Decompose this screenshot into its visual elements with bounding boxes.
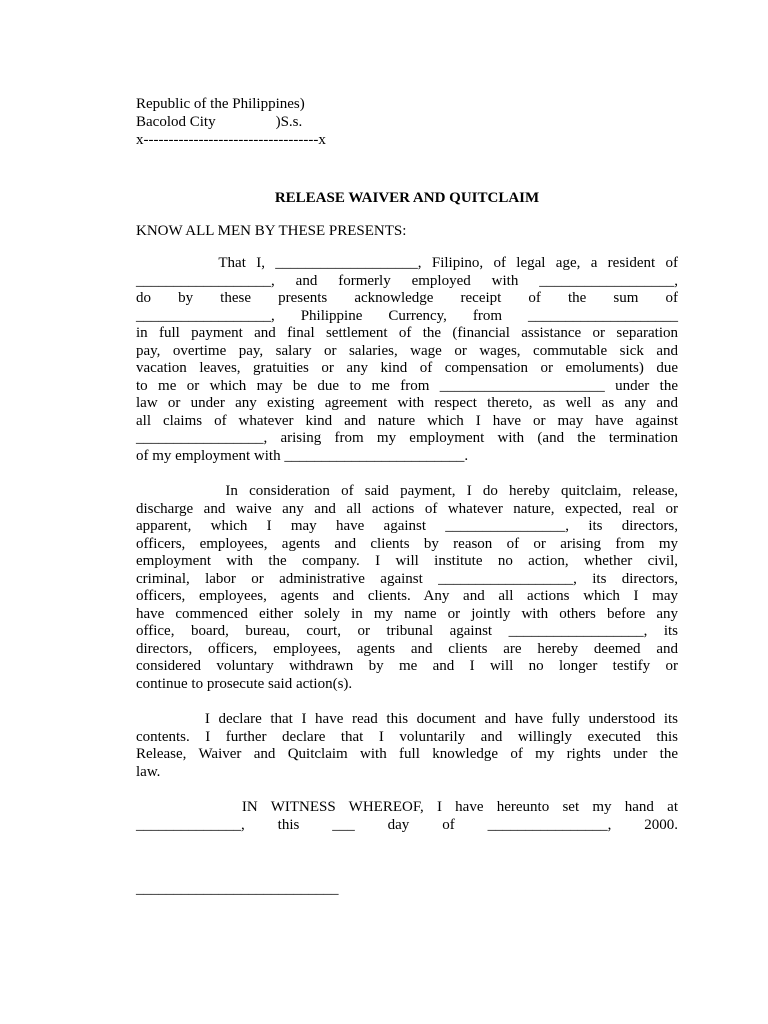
signature-line: ___________________________ (136, 881, 339, 897)
document-body (136, 95, 678, 834)
paragraph-line: vacation leaves, gratuities or any kind of compensation or emoluments) due (136, 360, 678, 376)
paragraph-line: discharge and waive any and all actions of whatever nature, expected, real or (136, 500, 678, 517)
paragraph-line: _________________, arising from my employment with (and the termination (136, 430, 678, 446)
document-title: RELEASE WAIVER AND QUITCLAIM (274, 190, 540, 206)
paragraph-line: to me or which may be due to me from ______________________ under the (136, 377, 678, 394)
paragraph-line: __________________, Philippine Currency, from ____________________ (136, 307, 678, 324)
paragraph-line: That I, ___________________, Filipino, of legal age, a resident of (136, 255, 678, 271)
caption-republic: Republic of the Philippines) (136, 96, 305, 112)
paragraph-line: employment with the company. I will institute no action, whether civil, (136, 553, 678, 569)
paragraph-line: criminal, labor or administrative against __________________, its directors, (136, 570, 678, 587)
paragraph-line: __________________, and formerly employed with __________________, (136, 272, 678, 289)
caption-divider: x-----------------------------------x (136, 132, 326, 148)
paragraph-quitclaim (136, 483, 678, 693)
paragraph-line: do by these presents acknowledge receipt of the sum of (136, 290, 678, 306)
paragraph-line: officers, employees, agents and clients. Any and all actions which I may (136, 588, 678, 604)
paragraph-line: of my employment with ________________________. (136, 447, 469, 464)
paragraph-line: officers, employees, agents and clients by reason of or arising from my (136, 535, 678, 552)
paragraph-line: pay, overtime pay, salary or salaries, wage or wages, commutable sick and (136, 342, 678, 359)
paragraph-line: directors, officers, employees, agents and clients are hereby deemed and (136, 640, 678, 657)
paragraph-line: I declare that I have read this document and have fully understood its (136, 711, 678, 727)
paragraph-receipt (136, 255, 678, 465)
paragraph-line: office, board, bureau, court, or tribunal against __________________, its (136, 623, 678, 639)
paragraph-line: considered voluntary withdrawn by me and I will no longer testify or (136, 658, 678, 674)
paragraph-witness (136, 799, 678, 834)
paragraph-line: law. (136, 763, 161, 780)
caption-city: Bacolod City )S.s. (136, 114, 303, 130)
paragraph-line: In consideration of said payment, I do hereby quitclaim, release, (136, 483, 678, 499)
paragraph-line: Release, Waiver and Quitclaim with full knowledge of my rights under the (136, 746, 678, 762)
paragraph-line: contents. I further declare that I voluntarily and willingly executed this (136, 728, 678, 745)
salutation: KNOW ALL MEN BY THESE PRESENTS: (136, 223, 407, 239)
paragraph-line: all claims of whatever kind and nature which I have or may have against (136, 412, 678, 429)
paragraph-line: law or under any existing agreement with respect thereto, as well as any and (136, 395, 678, 411)
paragraph-line: IN WITNESS WHEREOF, I have hereunto set my hand at (136, 799, 678, 815)
paragraph-line: have commenced either solely in my name or jointly with others before any (136, 605, 678, 622)
caption-block (136, 95, 678, 149)
paragraph-line: apparent, which I may have against ________________, its directors, (136, 518, 678, 534)
paragraph-line: in full payment and final settlement of the (financial assistance or separation (136, 325, 678, 341)
paragraph-line: ______________, this ___ day of ________________, 2000. (136, 816, 678, 833)
paragraph-declaration (136, 711, 678, 781)
paragraph-line: continue to prosecute said action(s). (136, 675, 353, 692)
